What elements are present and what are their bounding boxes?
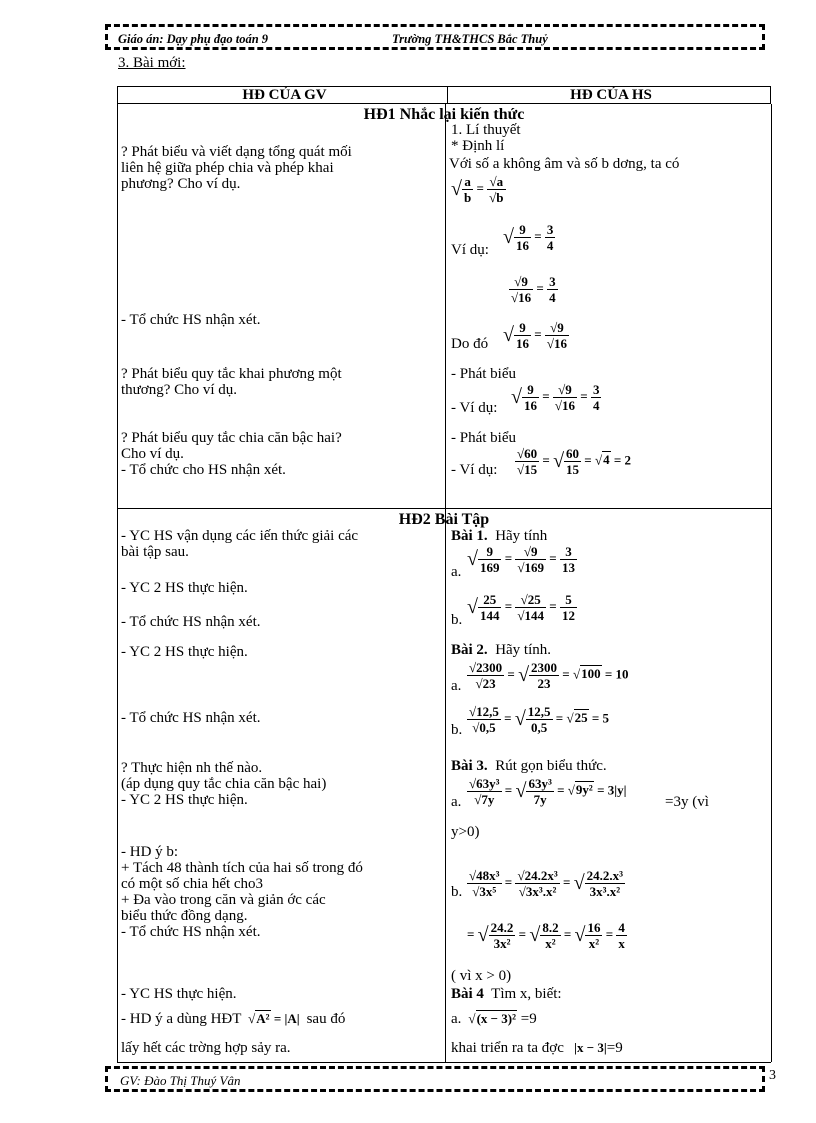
dodo-formula: √ $\frac{9}{16}$ = $\frac{√9}{√16}$ (503, 320, 568, 351)
hs-bai2b: b. (451, 722, 463, 738)
header-center: Trường TH&THCS Bắc Thuỷ (392, 32, 548, 46)
hs-kt (451, 1040, 623, 1057)
hs-bai3 (451, 758, 607, 775)
table-right-border (771, 104, 772, 1062)
vd-formula-2: $\frac{√9}{√16}$ = $\frac{3}{4}$ (511, 274, 556, 305)
gv-yc2: - YC 2 HS thực hiện. (121, 580, 248, 596)
hs-bai1a: a. (451, 564, 462, 580)
vd2-formula: √ $\frac{9}{16}$ = $\frac{√9}{√16}$ = $\frac{3}{4}$ (511, 382, 600, 413)
hs-dodo: Do đó (451, 336, 489, 352)
theorem-formula: √ $\frac{a}{b}$ = $\frac{√a}{√b}$ (451, 174, 504, 205)
gv-hdt2: sau đó (306, 1011, 346, 1027)
hs-vi2: y>0) (451, 824, 480, 840)
gv-hd3: có một số chia hết cho3 (121, 876, 264, 892)
hs-vd: Ví dụ: (451, 242, 489, 258)
gv-org5: - Tổ chức HS nhận xét. (121, 924, 261, 940)
hs-vd2: - Ví dụ: (451, 400, 498, 416)
bai4a-eq: =9 (520, 1011, 537, 1027)
vd-formula-1: √ $\frac{9}{16}$ = $\frac{3}{4}$ (503, 222, 554, 253)
col-header-hs: HĐ CỦA HS (448, 87, 771, 104)
hs-bai1b: b. (451, 612, 463, 628)
gv-q1a: ? Phát biểu và viết dạng tổng quát mối (121, 144, 352, 160)
bai2-text: Hãy tính. (495, 642, 552, 658)
bai3-label: Bài 3. (451, 758, 488, 774)
gv-yc4: - YC HS thực hiện. (121, 986, 237, 1002)
bai1-label: Bài 1. (451, 528, 488, 544)
footer-teacher: GV: Đào Thị Thuý Vân (120, 1073, 241, 1088)
bai4a-label: a. (451, 1011, 462, 1027)
gv-th3: - YC 2 HS thực hiện. (121, 792, 248, 808)
kt-text: khai triển ra ta đợc (451, 1040, 564, 1056)
header-left: Giáo án: Dạy phụ đạo toán 9 (118, 32, 269, 46)
hs-bai1 (451, 528, 547, 545)
lesson-table (117, 86, 771, 104)
hs-bai2 (451, 642, 551, 659)
bai1b-formula: √ $\frac{25}{144}$ = $\frac{√25}{√144}$ = $\frac{5}{12}$ (467, 592, 575, 623)
section-title: 3. Bài mới: (118, 55, 186, 71)
bai3b-formula-2: = √ $\frac{24.2}{\text{3x²}}$ = √ $\frac{8.2}{\text{x²}}$ = √ $\frac{16}{\text{x²}}$ = $\frac{4}{x}$ (467, 920, 625, 951)
bai2a-formula: $\frac{√2300}{√23}$ = √ $\frac{2300}{23}$ = √100 = 10 (469, 660, 629, 691)
table-body (117, 104, 771, 1064)
gv-yc1b: bài tập sau. (121, 544, 189, 560)
gv-hdt3: lấy hết các trờng hợp sảy ra. (121, 1040, 291, 1056)
gv-hd1: - HD ý b: (121, 844, 179, 860)
bai3b-formula-1: $\frac{\text{√48x³}}{\text{√3x⁵}}$ = $\frac{\text{√24.2x³}}{\text{√3x³.x²}}$ = √ $\frac{\text{24.2.x³}}{\text{3x³.x²}}$ (469, 868, 624, 899)
hd2-divider (117, 508, 771, 509)
hs-vi3: ( vì x > 0) (451, 968, 512, 984)
gv-org2: - Tổ chức cho HS nhận xét. (121, 462, 286, 478)
gv-th1: ? Thực hiện nh thế nào. (121, 760, 263, 776)
hs-bai4 (451, 986, 562, 1003)
gv-q1c: phương? Cho ví dụ. (121, 176, 241, 192)
bai4-label: Bài 4 (451, 986, 484, 1002)
hs-lt: 1. Lí thuyết (451, 122, 521, 138)
bai2-label: Bài 2. (451, 642, 488, 658)
bai4-text: Tìm x, biết: (491, 986, 562, 1002)
gv-th2: (áp dụng quy tắc chia căn bậc hai) (121, 776, 327, 792)
gv-yc1a: - YC HS vận dụng các iến thức giải các (121, 528, 359, 544)
bai1a-formula: √ $\frac{9}{169}$ = $\frac{√9}{√169}$ = $\frac{3}{13}$ (467, 544, 575, 575)
gv-org4: - Tổ chức HS nhận xét. (121, 710, 261, 726)
gv-hd4: + Đa vào trong căn và giản ớc các (121, 892, 326, 908)
bai4a-formula: √(x − 3)² (465, 1011, 517, 1026)
gv-q2b: thương? Cho ví dụ. (121, 382, 238, 398)
hs-vd3: - Ví dụ: (451, 462, 498, 478)
hs-voi: Với số a không âm và số b dơng, ta có (449, 156, 680, 172)
gv-org1: - Tổ chức HS nhận xét. (121, 312, 261, 328)
bai3a-formula: $\frac{\text{√63y³}}{√7y}$ = √ $\frac{\text{63y³}}{7y}$ = √9y² = 3|y| (469, 776, 627, 807)
hs-bai3b: b. (451, 884, 463, 900)
page-number: 3 (769, 1068, 776, 1083)
hs-dl: * Định lí (451, 138, 505, 154)
gv-q2a: ? Phát biểu quy tắc khai phương một (121, 366, 342, 382)
hs-pb1: - Phát biểu (451, 366, 516, 382)
gv-org3: - Tổ chức HS nhận xét. (121, 614, 261, 630)
gv-q1b: liên hệ giữa phép chia và phép khai (121, 160, 334, 176)
hs-bai3a: a. (451, 794, 462, 810)
hs-bai2a: a. (451, 678, 462, 694)
gv-q3a: ? Phát biểu quy tắc chia căn bậc hai? (121, 430, 342, 446)
kt-eq: =9 (606, 1040, 623, 1056)
table-bottom-border (117, 1062, 771, 1063)
gv-hdt (121, 1010, 345, 1028)
gv-hd2: + Tách 48 thành tích của hai số trong đó (121, 860, 363, 876)
gv-yc3: - YC 2 HS thực hiện. (121, 644, 248, 660)
kt-formula: |x − 3| (567, 1040, 607, 1055)
hd1-title: HĐ1 Nhắc lại kiến thức (363, 106, 525, 123)
gv-hd5: biểu thức đồng dạng. (121, 908, 248, 924)
vd3-formula: $\frac{√60}{√15}$ = √ $\frac{60}{15}$ = √4 = 2 (517, 446, 632, 477)
hs-pb2: - Phát biểu (451, 430, 516, 446)
hd2-title: HĐ2 Bài Tập (398, 511, 490, 528)
col-header-gv: HĐ CỦA GV (118, 87, 448, 104)
hs-vi1: =3y (vì (665, 794, 709, 810)
gv-hdt1: - HD ý a dùng HĐT (121, 1011, 242, 1027)
bai1-text: Hãy tính (495, 528, 548, 544)
gv-q3b: Cho ví dụ. (121, 446, 184, 462)
hs-bai4a (451, 1010, 537, 1028)
bai2b-formula: $\frac{√12,5}{√0,5}$ = √ $\frac{12,5}{0,5}$ = √25 = 5 (469, 704, 610, 735)
bai3-text: Rút gọn biểu thức. (495, 758, 607, 774)
hdt-formula: √A² = |A| (244, 1011, 303, 1026)
